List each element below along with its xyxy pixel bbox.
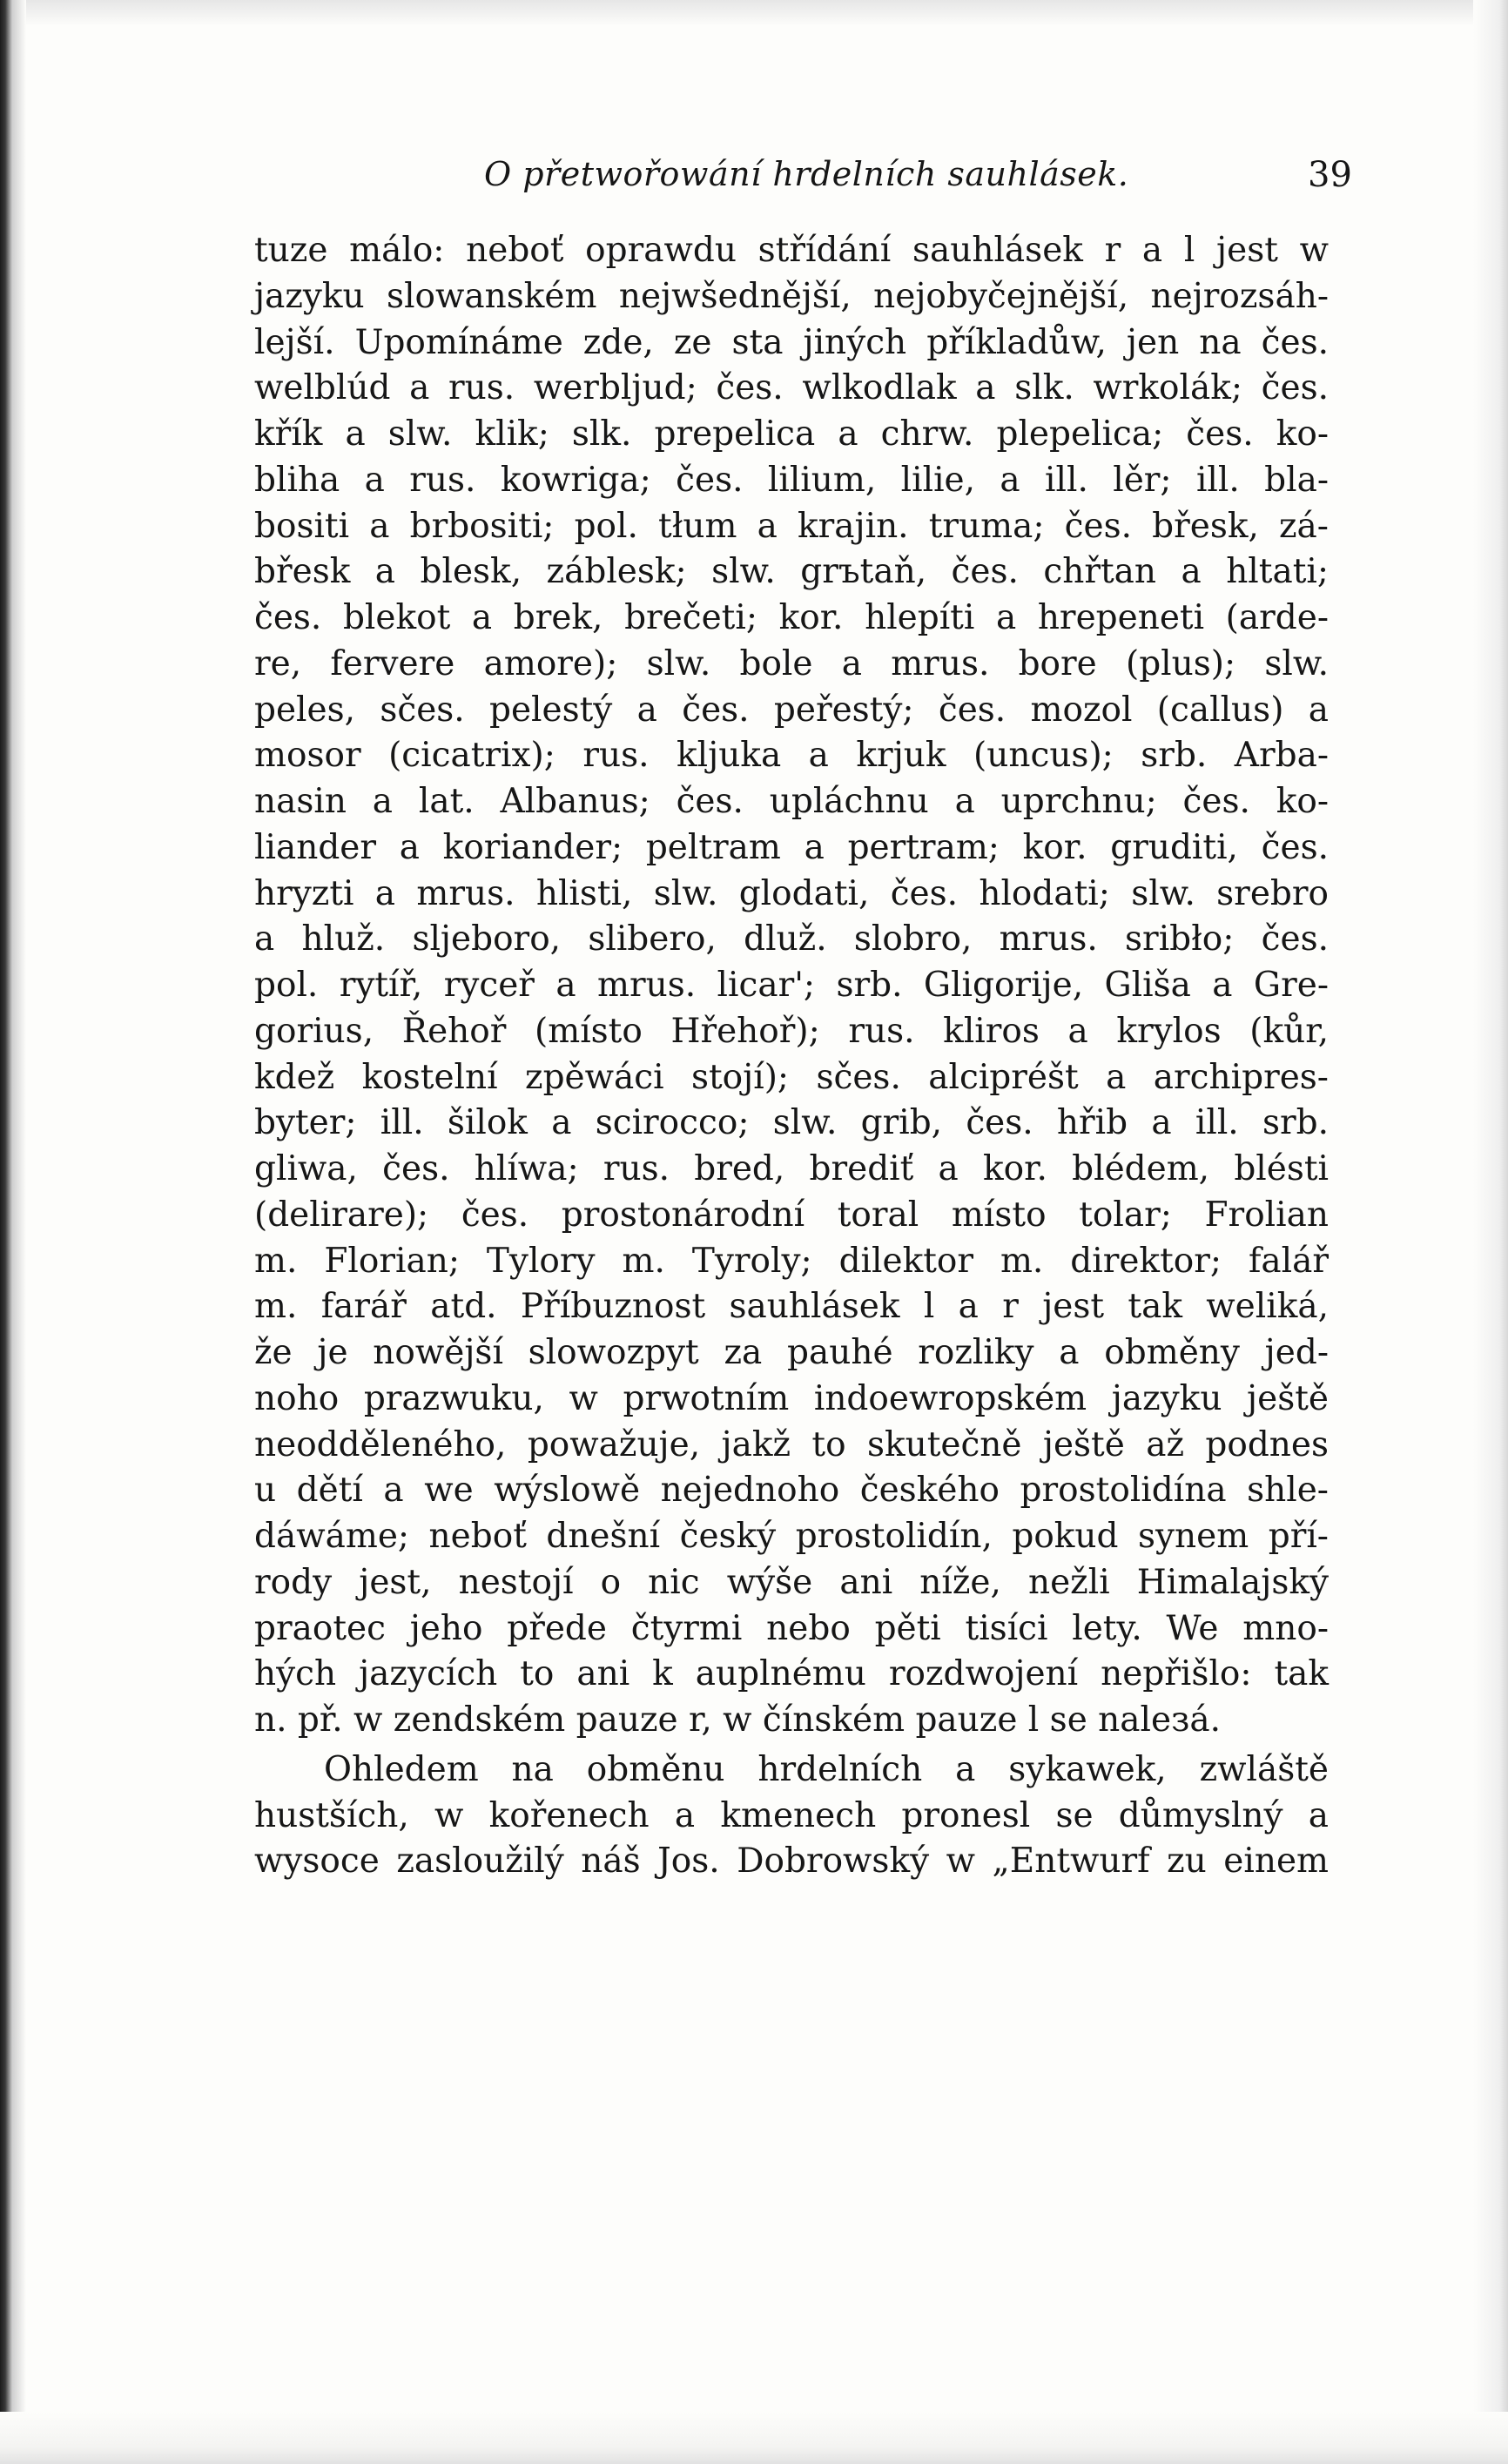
text-line: bliha a rus. kowriga; čes. lilium, lilie, a ill. lěr; ill. bla- [254,460,1329,500]
text-line: peles, sčes. pelestý a čes. peřestý; čes. mozol (callus) a [254,690,1329,730]
text-line: hustších, w kořenech a kmenech pronesl se důmyslný a [254,1795,1329,1835]
text-line: m. Florian; Tylory m. Tyroly; dilektor m. direktor; falář [254,1241,1329,1281]
text-line: kdež kostelní zpěwáci stojí); sčes. alcipréšt a archipres- [254,1057,1329,1097]
page-binding-shadow [0,0,26,2464]
text-line: čes. blekot a brek, brečeti; kor. hlepíti a hrepeneti (arde- [254,598,1329,637]
body-text [254,228,1329,1885]
text-line: hryzti a mrus. hlisti, slw. glodati, čes. hlodati; slw. srebro [254,873,1329,913]
text-line: a hluž. sljeboro, slibero, dluž. slobro, mrus. sribło; čes. [254,919,1329,959]
running-head [484,155,1355,207]
text-line: hých jazycích to ani k auplnému rozdwojení nepřišlo: tak [254,1654,1329,1694]
text-line: re, fervere amore); slw. bole a mrus. bore (plus); slw. [254,643,1329,683]
text-line: jazyku slowanském nejwšednější, nejobyčejnější, nejrozsáh- [254,276,1329,316]
text-line: welblúd a rus. werbljud; čes. wlkodlak a slk. wrkolák; čes. [254,368,1329,408]
text-line: m. farář atd. Příbuznost sauhlásek l a r jest tak weliká, [254,1287,1329,1327]
text-line-paragraph-end: n. př. w zendském pauze r, w čínském pauze l se naleзá. [254,1700,1222,1740]
text-line: nasin a lat. Albanus; čes. upláchnu a uprchnu; čes. ko- [254,782,1329,821]
text-line: gorius, Řehoř (místo Hřehoř); rus. kliros a krylos (kůr, [254,1011,1329,1051]
text-line: tuze málo: neboť oprawdu střídání sauhlásek r a l jest w [254,231,1329,270]
text-line: rody jest, nestojí o nic wýše ani níže, nežli Himalajský [254,1562,1329,1602]
text-line: u dětí a we wýslowě nejednoho českého prostolidína shle- [254,1471,1329,1511]
text-line: mosor (cicatrix); rus. kljuka a krjuk (uncus); srb. Arba- [254,736,1329,776]
text-line: gliwa, čes. hlíwa; rus. bred, brediť a kor. blédem, blésti [254,1149,1329,1188]
text-line: byter; ill. šilok a scirocco; slw. grib, čes. hřib a ill. srb. [254,1103,1329,1143]
running-title: O přetwořowání hrdelních sauhlásek. [484,155,1129,193]
text-line: wysoce zasloužilý náš Jos. Dobrowský w „Entwurf zu einem [254,1841,1329,1882]
text-line-paragraph-start: Ohledem na obměnu hrdelních a sykawek, zwláště [324,1749,1329,1789]
text-line: křík a slw. klik; slk. prepelica a chrw. plepelica; čes. ko- [254,414,1329,454]
text-line: noho prazwuku, w prwotním indoewropském jazyku ještě [254,1378,1329,1418]
text-line: neodděleného, powažuje, jakž to skutečně ještě až podnes [254,1424,1329,1464]
page-number: 39 [1308,155,1352,195]
text-line: dáwáme; neboť dnešní český prostolidín, pokud synem pří- [254,1517,1329,1556]
text-line: pol. rytíř, ryceř a mrus. licar'; srb. Gligorije, Gliša a Gre- [254,966,1329,1005]
text-line: (delirare); čes. prostonárodní toral místo tolar; Frolian [254,1195,1329,1235]
text-line: praotec jeho přede čtyrmi nebo pěti tisíci lety. We mno- [254,1608,1329,1648]
page-edge-bottom [0,2412,1508,2464]
page-edge-top [0,0,1508,26]
page-edge-right [1473,0,1508,2464]
text-line: břesk a blesk, záblesk; slw. grъtaň, čes. chřtan a hltati; [254,552,1329,592]
text-line: liander a koriander; peltram a pertram; kor. gruditi, čes. [254,827,1329,867]
text-line: bositi a brbositi; pol. tłum a krajin. truma; čes. břesk, zá- [254,506,1329,546]
text-line: že je nowější slowozpyt za pauhé rozliky a obměny jed- [254,1333,1329,1372]
text-line: lejší. Upomínáme zde, ze sta jiných příkladůw, jen na čes. [254,322,1329,362]
